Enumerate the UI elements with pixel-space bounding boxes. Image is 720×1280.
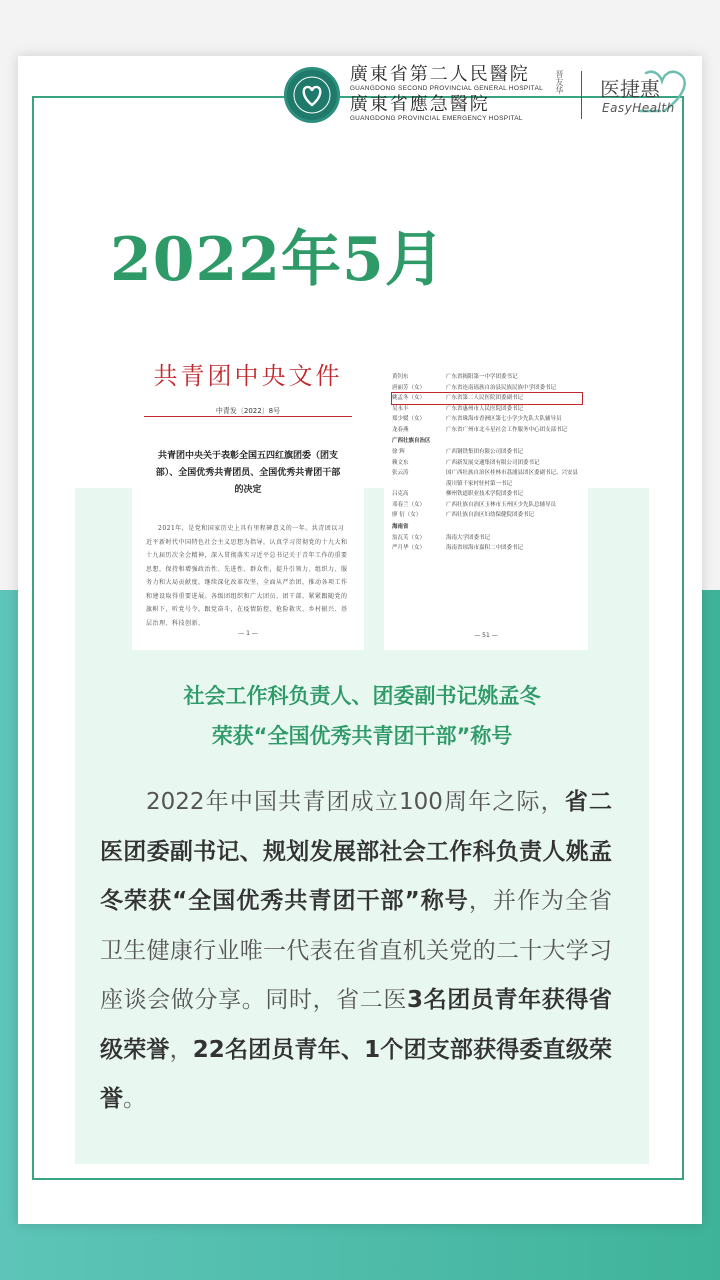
hospital-name-1: 廣東省第二人民醫院 xyxy=(349,64,530,86)
roster-name: 海南省 xyxy=(392,523,409,530)
roster-desc: 广东省揭阳第一中学团委书记 xyxy=(446,374,518,380)
roster-name: 吴永丰 xyxy=(392,405,409,412)
body-paragraph xyxy=(100,778,612,1125)
subtitle-line-2: 荣获“全国优秀共青团干部”称号 xyxy=(211,724,513,748)
roster-name: 黄钊东 xyxy=(392,374,409,380)
roster-row xyxy=(392,500,582,511)
logo-divider xyxy=(581,71,582,119)
roster-name: 唐丽芳（女） xyxy=(392,384,426,391)
body-text-3: ， xyxy=(169,1036,193,1063)
hospital-name-2: 廣東省應急醫院 xyxy=(349,94,490,115)
roster-row xyxy=(392,447,582,458)
roster-desc: 广东省珠海市香洲区第七小学少先队大队辅导员 xyxy=(446,416,562,422)
document-red-header: 共青团中央文件 xyxy=(153,362,343,390)
roster-desc: 广东省广州市北斗星社会工作服务中心团支部书记 xyxy=(446,426,568,433)
document-body: 2021年，是党和国家历史上具有里程碑意义的一年。共青团以习近平新时代中国特色社会主义思想为指导，认真学习贯彻党的十九大和十九届历次全会精神，深入贯彻落实习近平总书记关于青年工作的重要思想，保持和增强政治性、先进性、群众性，提升引领力、组织力、服务力和大局贡献度，继续深化改革攻坚，全面从严治团，推动各项工作和建设取得重要进展。各级团组织和广大团员、团干部，紧紧跟随党的旗帜下，听党号令，跟党奋斗，在疫情防控、抢险救灾、乡村振兴、基层治理、科技创新、 xyxy=(146,525,348,627)
roster-name: 翁瓦芙（女） xyxy=(392,534,426,541)
roster-desc: 广西新发展交通集团有限公司团委书记 xyxy=(446,459,540,466)
easyhealth-en: EasyHealth xyxy=(602,101,675,115)
roster-desc: 广西钢铁集团有限公司团委书记 xyxy=(446,449,524,455)
calligraphy-stamp: 晋友华 xyxy=(555,70,564,94)
roster-row xyxy=(392,533,582,544)
roster-name: 郑少媛（女） xyxy=(392,416,426,422)
date-title: 2022年5月 xyxy=(110,225,446,295)
roster-desc: 广西壮族自治区玉林市玉州区少先队总辅导员 xyxy=(446,501,557,508)
roster-row xyxy=(392,383,582,394)
body-bold-3: 22名团员青年、1个团支部获得委直级荣誉 xyxy=(100,1036,613,1112)
hospital-names xyxy=(350,65,543,125)
roster-desc: 国广西壮族自治区桂林市荔浦县团区委副书记、兴安县漠川镇千家村驻村第一书记 xyxy=(446,470,579,487)
roster-name: 广西壮族自治区 xyxy=(392,438,431,444)
subtitle xyxy=(100,676,624,756)
roster-desc: 海南大学团委书记 xyxy=(446,534,491,541)
body-bold-1: 省二医团委副书记、规划发展部社会工作科负责人姚孟冬荣获“全国优秀共青团干部”称号 xyxy=(100,789,613,914)
roster-section xyxy=(392,521,582,533)
body-text-1: 2022年中国共青团成立100周年之际， xyxy=(146,789,565,815)
document-number: 中青发〔2022〕8号 xyxy=(215,407,281,415)
document-page-right xyxy=(384,350,588,650)
body-bold-2: 3名团员青年获得省级荣誉 xyxy=(100,987,612,1063)
roster-name: 姚孟冬（女） xyxy=(392,395,426,401)
body-text-2: ，并作为全省卫生健康行业唯一代表在省直机关党的二十大学习座谈会做分享。同时，省二医 xyxy=(100,888,613,1013)
roster-row xyxy=(392,372,582,383)
roster-row xyxy=(392,414,582,425)
hospital-name-1-en: GUANGDONG SECOND PROVINCIAL GENERAL HOSPITAL xyxy=(349,84,543,92)
easyhealth-cn: 医捷惠 xyxy=(600,77,660,101)
document-heading: 共青团中央关于表彰全国五四红旗团委（团支部）、全国优秀共青团员、全国优秀共青团干部的决定 xyxy=(155,451,341,495)
roster-section xyxy=(392,435,582,447)
roster-desc: 柳州铁道职业技术学院团委书记 xyxy=(446,491,524,497)
roster-row xyxy=(392,489,582,500)
roster-name: 吕克高 xyxy=(392,491,409,497)
hospital-name-2-en: GUANGDONG PROVINCIAL EMERGENCY HOSPITAL xyxy=(349,114,523,122)
roster-row xyxy=(392,425,582,436)
roster-row xyxy=(392,543,582,554)
roster-name: 严月华（女） xyxy=(392,545,426,551)
roster-desc: 广东省惠州市人民医院团委书记 xyxy=(446,405,524,412)
document-page-number-left: — 1 — xyxy=(238,630,258,637)
easyhealth-logo xyxy=(598,65,690,125)
roster-row-highlighted xyxy=(392,393,582,404)
roster-name: 徐 辉 xyxy=(392,449,405,455)
award-roster xyxy=(392,372,582,554)
subtitle-line-1: 社会工作科负责人、团委副书记姚孟冬 xyxy=(183,684,541,708)
roster-name: 张云涛 xyxy=(392,470,409,476)
roster-row xyxy=(392,404,582,415)
document-red-rule xyxy=(144,416,352,417)
roster-row xyxy=(392,458,582,469)
roster-row xyxy=(392,468,582,489)
roster-name: 赖文东 xyxy=(392,459,409,466)
hospital-seal-logo xyxy=(284,67,340,123)
roster-desc: 广东省连南瑶族自治县民族民族中学团委书记 xyxy=(446,384,557,391)
document-page-number-right: — 51 — xyxy=(474,632,498,639)
roster-row xyxy=(392,510,582,521)
roster-name: 邓春兰（女） xyxy=(392,501,426,508)
roster-name: 龙春燕 xyxy=(392,426,409,433)
heart-hands-icon xyxy=(292,75,332,115)
roster-name: 廖 衍（女） xyxy=(392,512,422,518)
document-page-left xyxy=(132,350,364,650)
body-text-4: 。 xyxy=(123,1086,146,1112)
header-logos xyxy=(284,64,690,126)
roster-desc: 海南省琼海市嘉积二中团委书记 xyxy=(446,545,524,551)
roster-desc: 广东省第二人民医院团委副书记 xyxy=(446,395,524,401)
roster-desc: 广西壮族自治区妇幼保健院团委书记 xyxy=(446,512,535,518)
